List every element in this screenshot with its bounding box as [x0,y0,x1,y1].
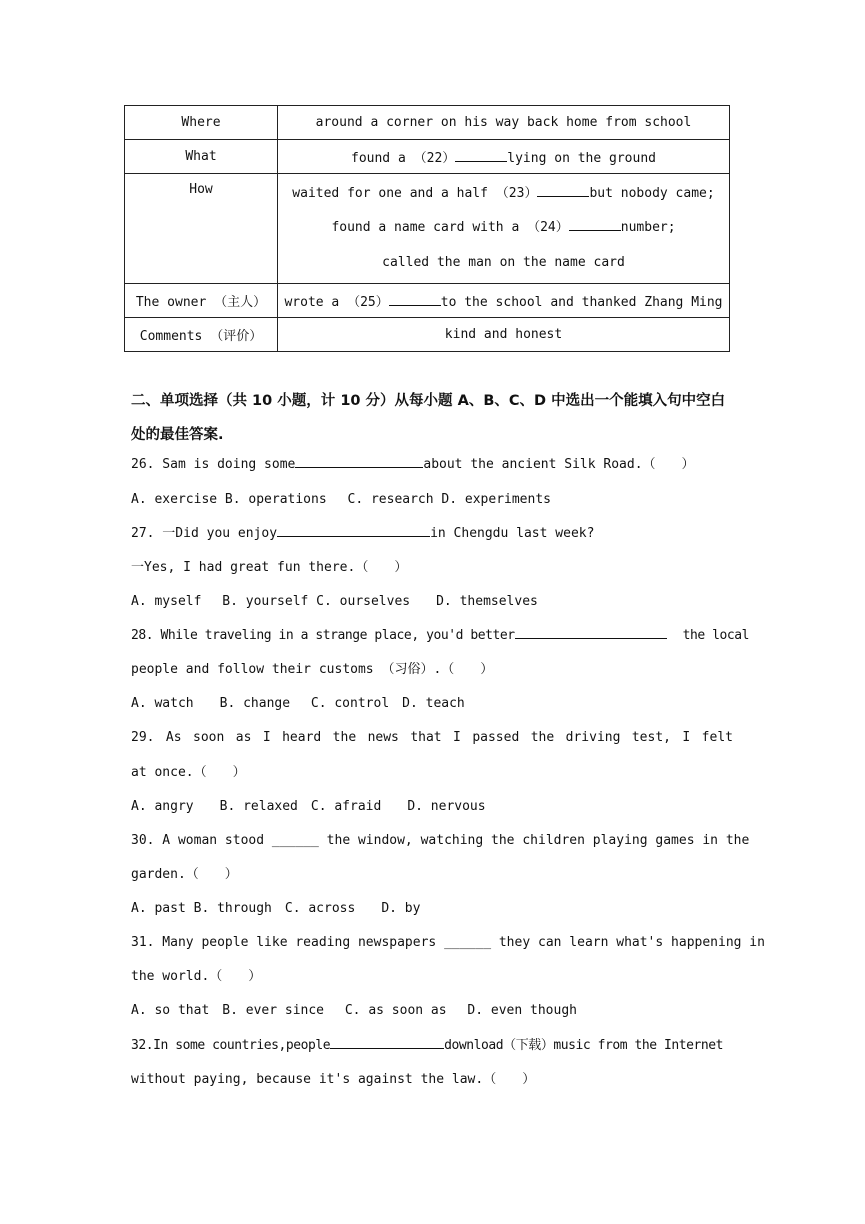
row-label: The owner （主人） [125,284,278,318]
text-after-blank-22: lying on the ground [507,151,656,166]
question-text: 32.In some countries,people [131,1038,331,1053]
table-row [125,140,730,174]
answer-blank-22[interactable] [455,149,507,162]
question-29: 29. As soon as I heard the news that I passed the driving test, I felt [131,730,733,745]
text-after-blank-24: number; [620,220,676,236]
question-31: 31. Many people like reading newspapers ______ they can learn what's happening in [131,935,765,950]
how-line-3: called the man on the name card [382,254,625,270]
row-content: around a corner on his way back home from school [278,106,730,140]
row-label: Where [125,106,278,140]
text-before-blank-22: found a （22） [351,151,456,166]
question-31-options: A. so that B. ever since C. as soon as D. even though [131,1003,577,1018]
question-27-line-2: 一Yes, I had great fun there.（ ） [131,560,408,575]
answer-blank-23[interactable] [537,184,589,197]
question-text: download（下载）music from the Internet [444,1038,724,1053]
row-label: How [125,174,278,284]
question-26 [131,455,695,475]
text-after-blank-25: to the school and thanked Zhang Ming [440,295,723,310]
question-text: 28. While traveling in a strange place, you'd better [131,628,515,643]
row-label: Comments （评价） [125,318,278,352]
question-31-line-2: the world.（ ） [131,969,262,984]
section-heading: 二、单项选择（共 10 小题，计 10 分）从每小题 A、B、C、D 中选出一个能填入句中空白处的最佳答案. [131,393,726,443]
question-30: 30. A woman stood ______ the window, watching the children playing games in the [131,833,750,848]
answer-blank-25[interactable] [389,293,441,306]
text-before-blank-25: wrote a （25） [284,295,389,310]
answer-blank-26[interactable] [295,455,423,468]
answer-blank-24[interactable] [569,218,621,231]
question-28-options: A. watch B. change C. control D. teach [131,696,465,711]
story-info-table [124,105,730,352]
how-line-1 [282,177,725,212]
answer-blank-28[interactable] [515,626,667,639]
text-after-blank-23: but nobody came; [589,185,715,201]
question-text: 26. Sam is doing some [131,457,296,472]
table-row [125,284,730,318]
row-content [278,174,730,284]
row-label: What [125,140,278,174]
answer-blank-27[interactable] [277,524,430,537]
question-text: 27. 一Did you enjoy [131,526,278,541]
question-29-line-2: at once.（ ） [131,765,246,780]
question-text: in Chengdu last week? [430,526,595,541]
text-before-blank-23: waited for one and a half （23） [292,185,538,201]
question-32-line-2: without paying, because it's against the law.（ ） [131,1072,536,1087]
question-30-options: A. past B. through C. across D. by [131,901,421,916]
question-32 [131,1036,723,1056]
table-row [125,318,730,352]
question-30-line-2: garden.（ ） [131,867,238,882]
question-27 [131,524,594,544]
question-28 [131,626,749,646]
question-27-options: A. myself B. yourself C. ourselves D. themselves [131,594,538,609]
question-text: about the ancient Silk Road.（ ） [423,457,695,472]
table-row [125,106,730,140]
text-before-blank-24: found a name card with a （24） [331,220,569,236]
row-content [278,284,730,318]
how-line-2 [282,211,725,246]
row-content: kind and honest [278,318,730,352]
question-28-line-2: people and follow their customs （习俗）.（ ） [131,662,494,677]
answer-blank-32[interactable] [330,1036,444,1049]
row-content [278,140,730,174]
question-26-options: A. exercise B. operations C. research D. experiments [131,492,551,507]
question-text: the local [682,628,749,643]
table-row [125,174,730,284]
question-29-options: A. angry B. relaxed C. afraid D. nervous [131,799,486,814]
